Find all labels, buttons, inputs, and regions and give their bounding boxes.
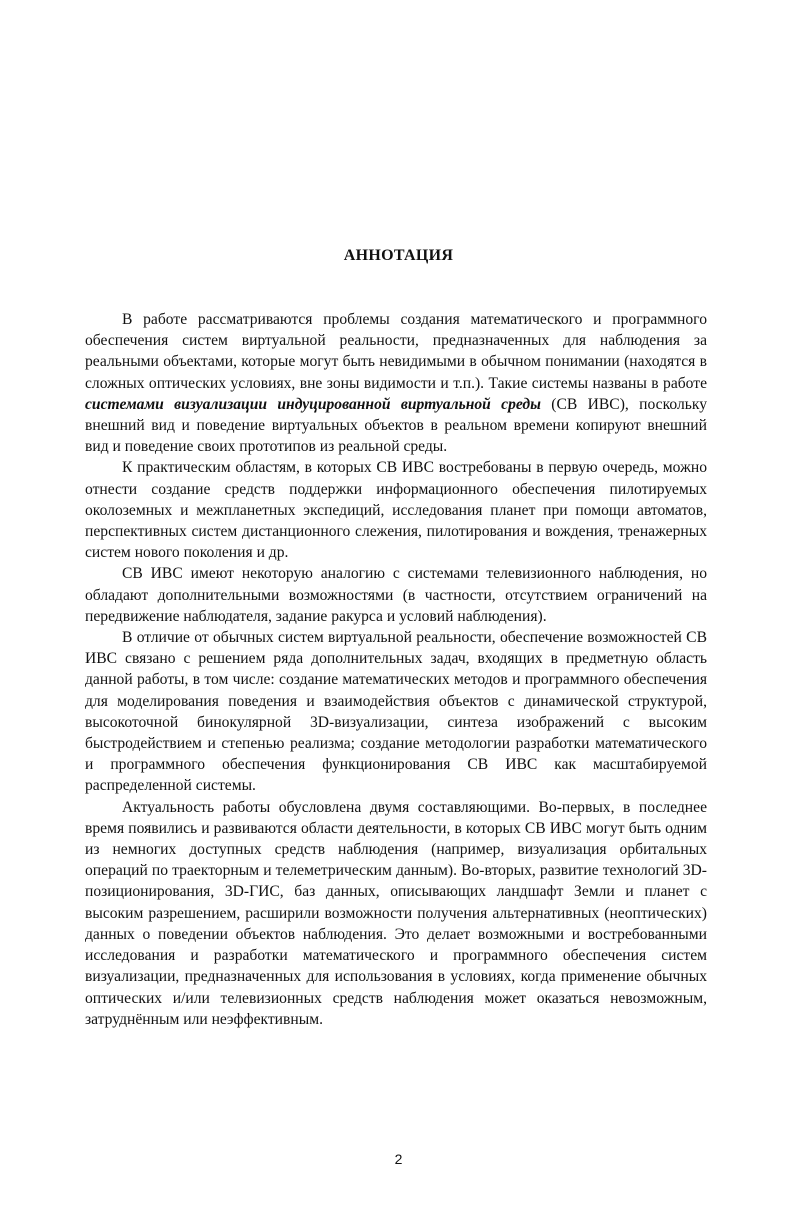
- paragraph-1-text-before: В работе рассматриваются проблемы создания математического и программного обеспечения систем виртуальной реальности, предназначенных для наблюдения за реальными объектами, которые могут быть невидимыми в обычном понимании (находятся в сложных оптических условиях, вне зоны видимости и т.п.). Такие системы названы в работе: [85, 311, 707, 392]
- paragraph-1: [85, 309, 707, 457]
- page-number: 2: [394, 1151, 403, 1167]
- annotation-body: [85, 309, 707, 1030]
- paragraph-5: Актуальность работы обусловлена двумя составляющими. Во-первых, в последнее время появились и развиваются области деятельности, в которых СВ ИВС могут быть одним из немногих доступных средств наблюдения (например, визуализация орбитальных операций по траекторным и телеметрическим данным). Во-вторых, развитие технологий 3D-позиционирования, 3D-ГИС, баз данных, описывающих ландшафт Земли и планет с высоким разрешением, расширили возможности получения альтернативных (неоптических) данных о поведении объектов наблюдения. Это делает возможными и востребованными исследования и разработки математического и программного обеспечения систем визуализации, предназначенных для использования в условиях, когда применение обычных оптических и/или телевизионных средств наблюдения может оказаться невозможным, затруднённым или неэффективным.: [85, 798, 707, 1028]
- paragraph-1-emphasis: системами визуализации индуцированной виртуальной среды: [85, 395, 541, 413]
- paragraph-1-text-after: (СВ ИВС), поскольку внешний вид и поведение виртуальных объектов в реальном времени копируют внешний вид и поведение своих прототипов из реальной среды.: [85, 395, 707, 456]
- paragraph-4: В отличие от обычных систем виртуальной реальности, обеспечение возможностей СВ ИВС связано с решением ряда дополнительных задач, входящих в предметную область данной работы, в том числе: создание математических методов и программного обеспечения для моделирования поведения и взаимодействия объектов с динамической структурой, высокоточной бинокулярной 3D-визуализации, синтеза изображений с высоким быстродействием и степенью реализма; создание методологии разработки математического и программного обеспечения функционирования СВ ИВС как масштабируемой распределенной системы.: [85, 629, 707, 795]
- paragraph-3: СВ ИВС имеют некоторую аналогию с системами телевизионного наблюдения, но обладают дополнительными возможностями (в частности, отсутствием ограничений на передвижение наблюдателя, задание ракурса и условий наблюдения).: [85, 565, 707, 625]
- paragraph-2: К практическим областям, в которых СВ ИВС востребованы в первую очередь, можно отнести создание средств поддержки информационного обеспечения пилотируемых околоземных и межпланетных экспедиций, исследования планет при помощи автоматов, перспективных систем дистанционного слежения, пилотирования и вождения, тренажерных систем нового поколения и др.: [85, 459, 707, 562]
- page-title: АННОТАЦИЯ: [343, 247, 454, 264]
